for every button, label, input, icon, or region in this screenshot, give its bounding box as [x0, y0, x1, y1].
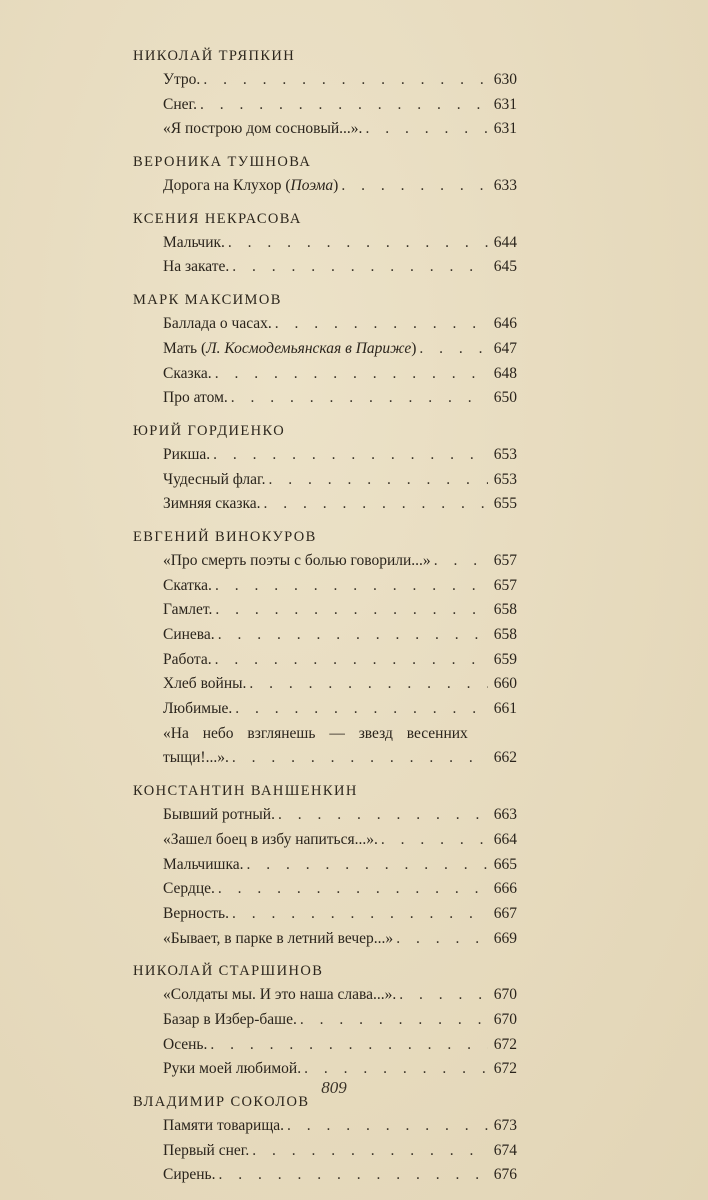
entry-title-text: Утро. — [163, 71, 201, 88]
entry-title-text: Синева. — [163, 626, 215, 643]
toc-entry — [133, 93, 517, 118]
entry-title — [163, 312, 272, 337]
toc-entry — [133, 468, 517, 493]
author-heading: МАРК МАКСИМОВ — [133, 292, 282, 309]
entry-title-text: «Про смерть поэты с болью говорили...» — [163, 551, 431, 569]
toc-entry — [133, 803, 517, 828]
toc-entry — [133, 1139, 517, 1164]
entry-title-text: Бывший ротный. — [163, 806, 275, 824]
toc-entry — [133, 648, 517, 673]
dot-leader — [300, 1008, 488, 1033]
entry-title — [163, 117, 362, 142]
entry-page-number: 653 — [493, 470, 517, 488]
entry-title-text: Руки моей любимой. — [163, 1060, 302, 1078]
toc-entry — [133, 443, 517, 468]
entry-title — [163, 672, 246, 697]
entry-page-number: 662 — [493, 749, 517, 767]
author-heading: НИКОЛАЙ ТРЯПКИН — [133, 48, 296, 64]
entry-title — [163, 468, 266, 493]
entry-title — [163, 68, 200, 93]
entry-title: «На небо взглянешь — звезд весенних — [163, 724, 468, 742]
author-heading: ВЛАДИМИР СОКОЛОВ — [133, 1094, 310, 1110]
dot-leader — [215, 574, 488, 599]
entry-page-number: 657 — [493, 551, 517, 569]
entry-title-suffix: ) — [411, 339, 417, 357]
toc-entry — [133, 623, 517, 648]
entry-page-number: 644 — [493, 233, 517, 251]
entry-title-text: На закате. — [163, 258, 230, 276]
dot-leader — [275, 312, 488, 337]
dot-leader — [269, 468, 488, 493]
entry-title — [163, 574, 212, 599]
entry-page-number: 645 — [493, 258, 517, 276]
entry-page-number: 657 — [493, 576, 517, 594]
entry-page-number: 674 — [493, 1141, 517, 1159]
entry-title-text: Осень. — [163, 1035, 208, 1053]
toc-entry — [133, 1114, 517, 1139]
toc-entry — [133, 983, 517, 1008]
entry-title — [163, 598, 212, 623]
dot-leader — [247, 853, 489, 878]
dot-leader — [232, 255, 488, 280]
entry-title-text: Верность. — [163, 904, 229, 922]
entry-page-number: 631 — [493, 120, 517, 138]
entry-title — [163, 877, 215, 902]
dot-leader — [419, 337, 488, 362]
author-heading: ВЕРОНИКА ТУШНОВА — [133, 154, 312, 171]
dot-leader — [287, 1114, 488, 1139]
entry-page-number: 650 — [493, 389, 517, 407]
entry-page-number: 660 — [493, 675, 517, 693]
entry-page-number: 670 — [493, 1010, 517, 1028]
dot-leader — [278, 803, 488, 828]
entry-title-text: «Я построю дом сосновый...». — [163, 120, 363, 138]
author-heading: КОНСТАНТИН ВАНШЕНКИН — [133, 783, 358, 800]
dot-leader — [365, 117, 488, 142]
entry-page-number: 630 — [493, 71, 517, 88]
entry-title-text: Сирень. — [163, 1166, 216, 1184]
table-of-contents — [133, 44, 517, 1188]
entry-page-number: 655 — [493, 495, 517, 513]
entry-title — [163, 803, 275, 828]
dot-leader — [249, 672, 488, 697]
entry-title — [163, 231, 225, 256]
entry-title-text: «Солдаты мы. И это наша слава...». — [163, 986, 397, 1004]
dot-leader — [264, 492, 488, 517]
entry-title-text: Снег. — [163, 95, 197, 113]
entry-title — [163, 697, 232, 722]
entry-title-text: Дорога на Клухор ( — [163, 177, 291, 195]
author-heading: ЮРИЙ ГОРДИЕНКО — [133, 422, 286, 439]
dot-leader — [232, 902, 488, 927]
dot-leader — [252, 1139, 488, 1164]
entry-title — [163, 828, 378, 853]
dot-leader — [381, 828, 488, 853]
toc-entry — [133, 697, 517, 722]
entry-page-number: 666 — [493, 880, 517, 898]
toc-entry — [133, 117, 517, 142]
toc-entry — [133, 598, 517, 623]
entry-title-text: Мальчик. — [163, 233, 225, 251]
entry-title-italic: Поэма — [290, 177, 334, 195]
entry-title — [163, 623, 215, 648]
dot-leader — [215, 648, 488, 673]
entry-title-italic: Л. Космодемьянская в Париже — [206, 339, 412, 357]
toc-entry — [133, 492, 517, 517]
dot-leader — [228, 231, 488, 256]
toc-entry — [133, 853, 517, 878]
entry-title-text: Первый снег. — [163, 1141, 250, 1159]
entry-title — [163, 902, 229, 927]
dot-leader — [232, 746, 488, 771]
entry-title-text: Про атом. — [163, 389, 228, 407]
entry-title — [163, 1163, 216, 1188]
entry-title — [163, 443, 210, 468]
dot-leader — [213, 443, 488, 468]
entry-page-number: 669 — [493, 929, 517, 947]
entry-title — [163, 983, 396, 1008]
entry-title — [163, 853, 244, 878]
toc-entry — [133, 574, 517, 599]
entry-page-number: 648 — [493, 364, 517, 382]
author-heading: КСЕНИЯ НЕКРАСОВА — [133, 210, 302, 227]
entry-title — [163, 255, 229, 280]
dot-leader — [341, 174, 488, 199]
entry-page-number: 664 — [493, 830, 517, 848]
entry-page-number: 673 — [493, 1117, 517, 1134]
dot-leader — [231, 386, 488, 411]
toc-entry — [133, 877, 517, 902]
entry-title — [163, 337, 416, 362]
entry-title-text: Мать ( — [163, 339, 207, 357]
entry-title-text: Мальчишка. — [163, 855, 244, 873]
dot-leader — [399, 983, 488, 1008]
entry-page-number: 661 — [493, 700, 517, 718]
entry-title — [163, 648, 212, 673]
entry-title-text: Хлеб войны. — [163, 675, 247, 693]
entry-title — [163, 1033, 207, 1058]
toc-entry — [133, 312, 517, 337]
entry-page-number: 670 — [493, 986, 517, 1004]
entry-title — [163, 1139, 249, 1164]
toc-entry — [133, 927, 517, 952]
entry-title — [163, 492, 261, 517]
entry-page-number: 663 — [493, 806, 517, 824]
toc-entry — [133, 672, 517, 697]
entry-page-number: 672 — [493, 1035, 517, 1053]
entry-title-text: Зимняя сказка. — [163, 495, 261, 513]
toc-entry — [133, 722, 517, 771]
author-heading: НИКОЛАЙ СТАРШИНОВ — [133, 963, 324, 980]
entry-title-text: Баллада о часах. — [163, 315, 272, 333]
toc-entry — [133, 68, 517, 93]
entry-title-text: Скатка. — [163, 576, 212, 594]
entry-title-text: Памяти товарища. — [163, 1117, 285, 1134]
author-heading: ЕВГЕНИЙ ВИНОКУРОВ — [133, 528, 317, 545]
entry-page-number: 631 — [493, 95, 517, 113]
entry-title-continued: тыщи!...». — [163, 749, 229, 767]
toc-entry — [133, 549, 517, 574]
entry-page-number: 665 — [493, 855, 517, 873]
entry-title-text: Сердце. — [163, 880, 215, 898]
entry-title-suffix: ) — [333, 177, 339, 195]
dot-leader — [219, 1163, 488, 1188]
entry-page-number: 646 — [493, 315, 517, 333]
entry-title-text: Гамлет. — [163, 601, 213, 619]
entry-title-text: Работа. — [163, 650, 212, 668]
entry-title — [163, 1008, 297, 1033]
dot-leader — [210, 1033, 488, 1058]
entry-title — [163, 927, 393, 952]
entry-page-number: 658 — [493, 626, 517, 643]
dot-leader — [235, 697, 488, 722]
toc-entry — [133, 231, 517, 256]
dot-leader — [396, 927, 488, 952]
toc-entry — [133, 255, 517, 280]
toc-entry — [133, 828, 517, 853]
entry-title — [163, 362, 212, 387]
entry-title — [163, 386, 228, 411]
entry-title-text: «Бывает, в парке в летний вечер...» — [163, 929, 394, 947]
toc-entry — [133, 386, 517, 411]
toc-entry — [133, 902, 517, 927]
entry-title-text: Чудесный флаг. — [163, 470, 266, 488]
dot-leader — [434, 549, 488, 574]
entry-page-number: 633 — [493, 177, 517, 195]
entry-title — [163, 93, 197, 118]
dot-leader — [203, 68, 488, 93]
entry-title — [163, 1114, 284, 1139]
entry-page-number: 647 — [493, 339, 517, 357]
dot-leader — [218, 877, 488, 902]
entry-title — [163, 174, 338, 199]
entry-page-number: 659 — [493, 650, 517, 668]
entry-page-number: 672 — [493, 1060, 517, 1078]
entry-title-text: «Зашел боец в избу напиться...». — [163, 830, 378, 848]
entry-title-text: Любимые. — [163, 700, 233, 718]
entry-page-number: 667 — [493, 904, 517, 922]
dot-leader — [218, 623, 488, 648]
toc-entry — [133, 1033, 517, 1058]
entry-page-number: 676 — [493, 1166, 517, 1184]
dot-leader — [215, 598, 488, 623]
toc-entry — [133, 1008, 517, 1033]
entry-title-text: Сказка. — [163, 364, 212, 382]
entry-title-text: Базар в Избер-баше. — [163, 1010, 297, 1028]
entry-title-text: Рикша. — [163, 445, 211, 463]
dot-leader — [200, 93, 488, 118]
entry-page-number: 658 — [493, 601, 517, 619]
toc-entry — [133, 174, 517, 199]
entry-page-number: 653 — [493, 445, 517, 463]
toc-entry — [133, 362, 517, 387]
entry-title — [163, 549, 431, 574]
toc-entry — [133, 1163, 517, 1188]
page-number: 809 — [321, 1078, 347, 1097]
toc-entry — [133, 337, 517, 362]
dot-leader — [215, 362, 488, 387]
